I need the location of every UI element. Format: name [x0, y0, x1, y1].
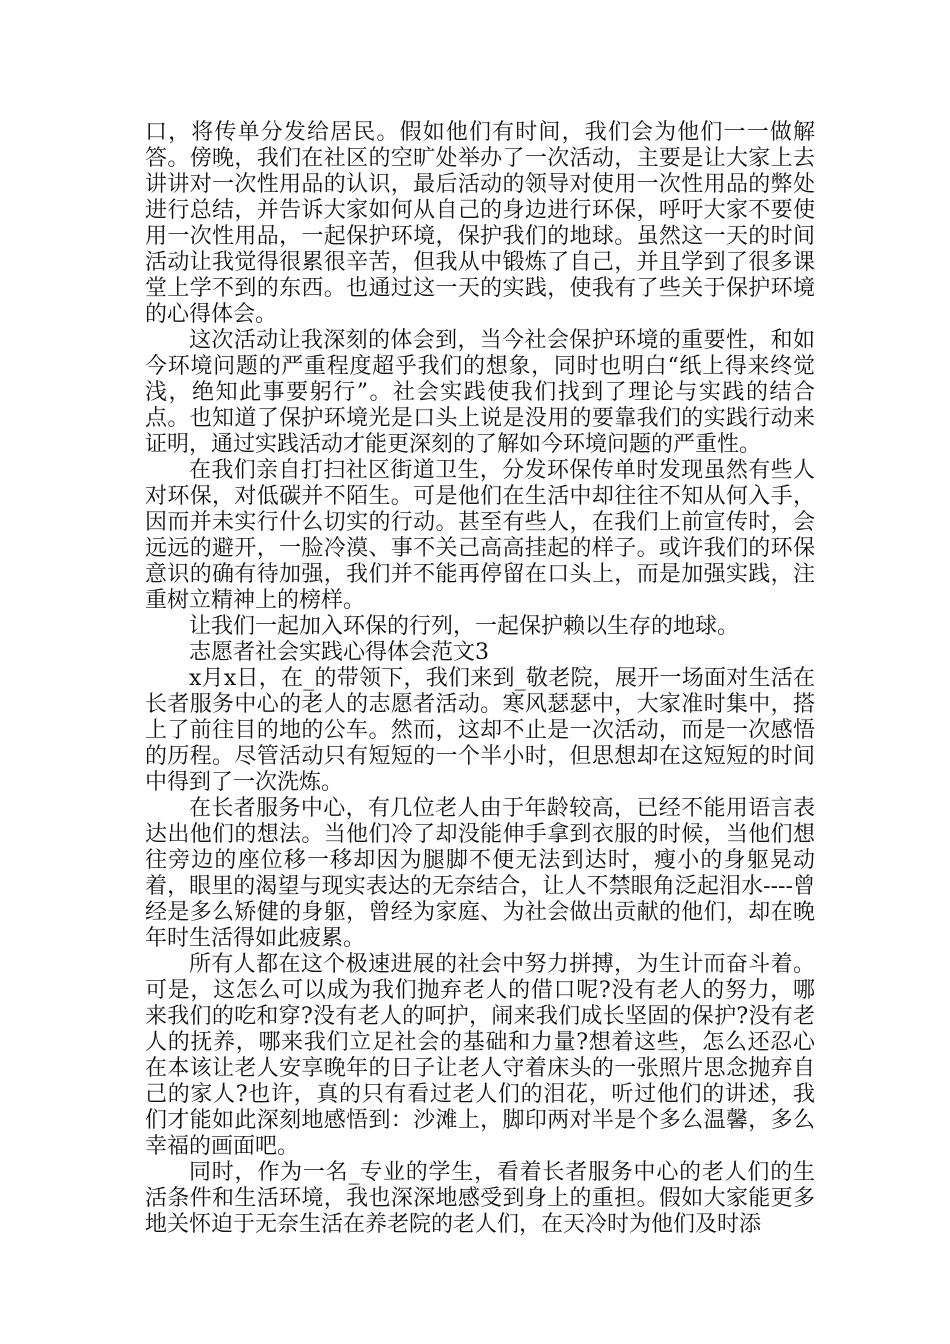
document-body — [145, 120, 815, 1238]
paragraph: 同时，作为一名_专业的学生，看着长者服务中心的老人们的生活条件和生活环境，我也深深地感受到身上的重担。假如大家能更多地关怀迫于无奈生活在养老院的老人们，在天冷时为他们及时添 — [145, 1160, 815, 1237]
paragraph: x月x日，在_的带领下，我们来到_敬老院，展开一场面对生活在长者服务中心的老人的志愿者活动。寒风瑟瑟中，大家准时集中，搭上了前往目的地的公车。然而，这却不止是一次活动，而是一次感悟的历程。尽管活动只有短短的一个半小时，但思想却在这短短的时间中得到了一次洗炼。 — [145, 666, 815, 795]
paragraph: 这次活动让我深刻的体会到，当今社会保护环境的重要性，和如今环境问题的严重程度超乎我们的想象，同时也明白“纸上得来终觉浅，绝知此事要躬行”。社会实践使我们找到了理论与实践的结合点。也知道了保护环境光是口头上说是没用的要靠我们的实践行动来证明，通过实践活动才能更深刻的了解如今环境问题的严重性。 — [145, 328, 815, 457]
section-heading: 志愿者社会实践心得体会范文3 — [189, 640, 489, 665]
paragraph: 在长者服务中心，有几位老人由于年龄较高，已经不能用语言表达出他们的想法。当他们冷了却没能伸手拿到衣服的时候，当他们想往旁边的座位移一移却因为腿脚不便无法到达时，瘦小的身躯晃动着，眼里的渴望与现实表达的无奈结合，让人不禁眼角泛起泪水----曾经是多么矫健的身躯，曾经为家庭、为社会做出贡献的他们，却在晚年时生活得如此疲累。 — [145, 796, 815, 951]
paragraph: 在我们亲自打扫社区街道卫生，分发环保传单时发现虽然有些人对环保，对低碳并不陌生。可是他们在生活中却往往不知从何入手，因而并未实行什么切实的行动。甚至有些人，在我们上前宣传时，会远远的避开，一脸冷漠、事不关己高高挂起的样子。或许我们的环保意识的确有待加强，我们并不能再停留在口头上，而是加强实践，注重树立精神上的榜样。 — [145, 458, 815, 613]
paragraph-continuation: 口，将传单分发给居民。假如他们有时间，我们会为他们一一做解答。傍晚，我们在社区的空旷处举办了一次活动，主要是让大家上去讲讲对一次性用品的认识，最后活动的领导对使用一次性用品的弊处进行总结，并告诉大家如何从自己的身边进行环保，呼吁大家不要使用一次性用品，一起保护环境，保护我们的地球。虽然这一天的时间活动让我觉得很累很辛苦，但我从中锻炼了自己，并且学到了很多课堂上学不到的东西。也通过这一天的实践，使我有了些关于保护环境的心得体会。 — [145, 120, 815, 327]
paragraph: 让我们一起加入环保的行列，一起保护赖以生存的地球。 — [189, 614, 740, 639]
paragraph: 所有人都在这个极速进展的社会中努力拼搏，为生计而奋斗着。可是，这怎么可以成为我们抛弃老人的借口呢?没有老人的努力，哪来我们的吃和穿?没有老人的呵护，闹来我们成长坚固的保护?没有老人的抚养，哪来我们立足社会的基础和力量?想着这些，怎么还忍心在本该让老人安享晚年的日子让老人守着床头的一张照片思念抛弃自己的家人?也许，真的只有看过老人们的泪花，听过他们的讲述，我们才能如此深刻地感悟到：沙滩上，脚印两对半是个多么温馨，多么幸福的画面吧。 — [145, 952, 815, 1159]
